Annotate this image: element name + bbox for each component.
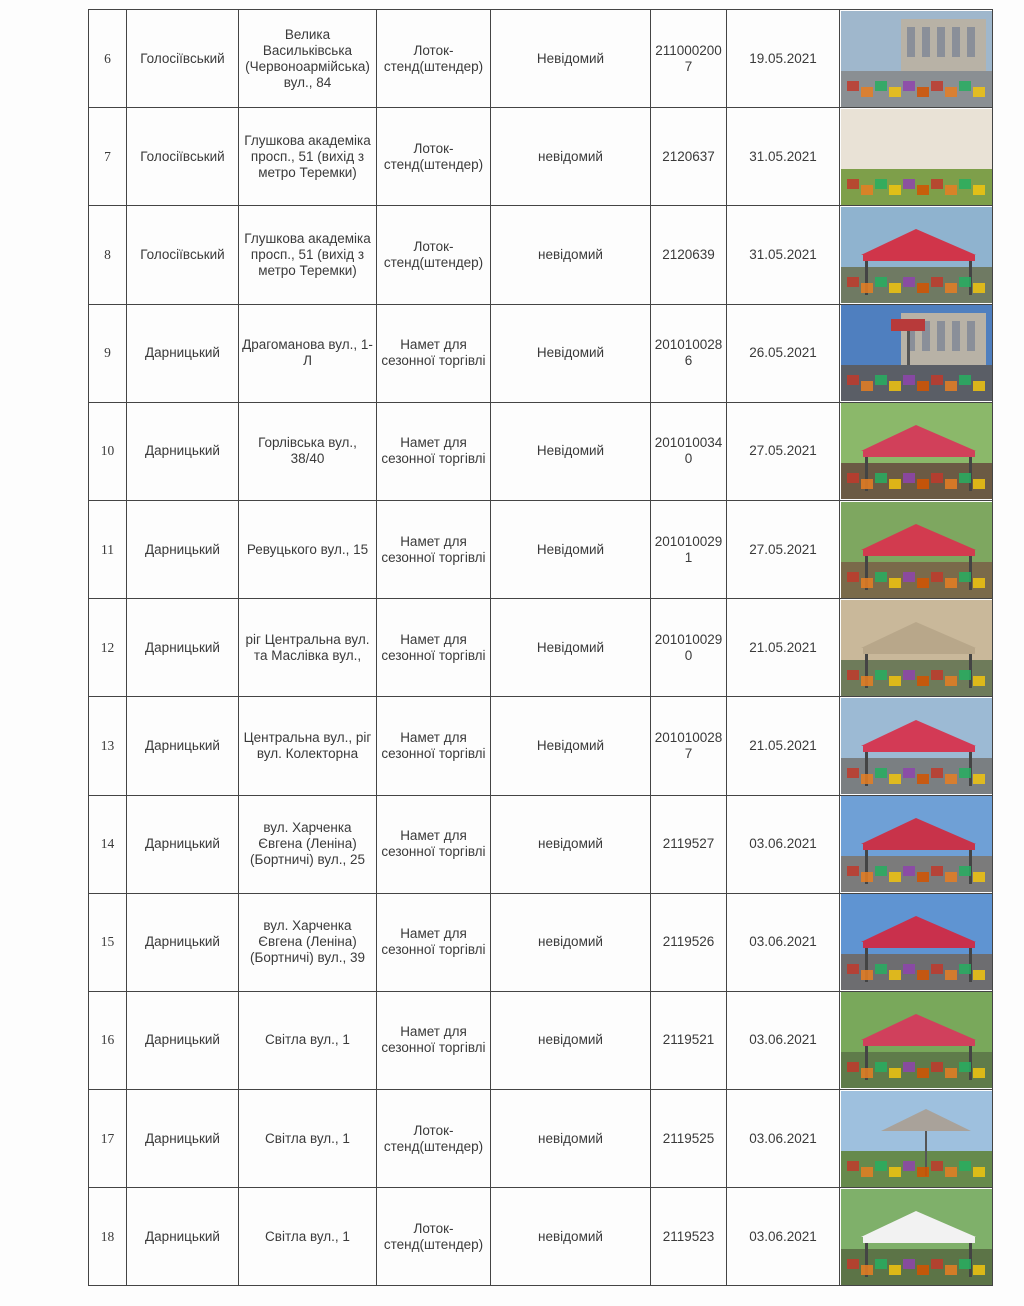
photo-illustration	[841, 1091, 992, 1187]
code-cell: 2119526	[651, 893, 727, 991]
photo-illustration	[841, 11, 992, 107]
stall-photo	[841, 403, 992, 499]
code-cell: 2010100340	[651, 402, 727, 500]
district-cell: Дарницький	[127, 795, 239, 893]
district-cell: Дарницький	[127, 697, 239, 795]
district-cell: Дарницький	[127, 893, 239, 991]
table-row	[89, 1188, 993, 1286]
table-row	[89, 1090, 993, 1188]
object-type-cell: Намет для сезонної торгівлі	[377, 402, 491, 500]
date-cell: 03.06.2021	[727, 1090, 840, 1188]
photo-illustration	[841, 305, 992, 401]
table-row	[89, 304, 993, 402]
stall-photo	[841, 992, 992, 1088]
address-cell: Центральна вул., ріг вул. Колекторна	[239, 697, 377, 795]
district-cell: Дарницький	[127, 500, 239, 598]
date-cell: 03.06.2021	[727, 1188, 840, 1286]
photo-illustration	[841, 1189, 992, 1285]
table-row	[89, 500, 993, 598]
table-row	[89, 893, 993, 991]
row-number: 15	[89, 893, 127, 991]
photo-illustration	[841, 796, 992, 892]
district-cell: Голосіївський	[127, 108, 239, 206]
row-number: 13	[89, 697, 127, 795]
date-cell: 26.05.2021	[727, 304, 840, 402]
owner-cell: Невідомий	[491, 402, 651, 500]
photo-cell	[840, 991, 993, 1089]
owner-cell: Невідомий	[491, 10, 651, 108]
district-cell: Дарницький	[127, 1090, 239, 1188]
district-cell: Дарницький	[127, 304, 239, 402]
code-cell: 2119521	[651, 991, 727, 1089]
date-cell: 27.05.2021	[727, 500, 840, 598]
object-type-cell: Намет для сезонної торгівлі	[377, 304, 491, 402]
district-cell: Дарницький	[127, 599, 239, 697]
date-cell: 31.05.2021	[727, 108, 840, 206]
row-number: 12	[89, 599, 127, 697]
address-cell: Драгоманова вул., 1-Л	[239, 304, 377, 402]
row-number: 14	[89, 795, 127, 893]
stall-photo	[841, 502, 992, 598]
photo-cell	[840, 206, 993, 304]
address-cell: ріг Центральна вул. та Маслівка вул.,	[239, 599, 377, 697]
row-number: 16	[89, 991, 127, 1089]
object-type-cell: Лоток-стенд(штендер)	[377, 108, 491, 206]
code-cell: 2010100291	[651, 500, 727, 598]
photo-cell	[840, 893, 993, 991]
stall-photo	[841, 600, 992, 696]
date-cell: 03.06.2021	[727, 893, 840, 991]
code-cell: 2110002007	[651, 10, 727, 108]
table-row	[89, 795, 993, 893]
object-type-cell: Лоток-стенд(штендер)	[377, 10, 491, 108]
object-type-cell: Намет для сезонної торгівлі	[377, 697, 491, 795]
code-cell: 2119525	[651, 1090, 727, 1188]
row-number: 6	[89, 10, 127, 108]
object-type-cell: Намет для сезонної торгівлі	[377, 991, 491, 1089]
stall-photo	[841, 894, 992, 990]
date-cell: 21.05.2021	[727, 599, 840, 697]
owner-cell: Невідомий	[491, 599, 651, 697]
stall-photo	[841, 11, 992, 107]
code-cell: 2010100290	[651, 599, 727, 697]
address-cell: Світла вул., 1	[239, 991, 377, 1089]
owner-cell: невідомий	[491, 893, 651, 991]
owner-cell: невідомий	[491, 206, 651, 304]
stall-photo	[841, 1091, 992, 1187]
row-number: 18	[89, 1188, 127, 1286]
owner-cell: невідомий	[491, 108, 651, 206]
code-cell: 2119523	[651, 1188, 727, 1286]
photo-illustration	[841, 403, 992, 499]
date-cell: 31.05.2021	[727, 206, 840, 304]
address-cell: Глушкова академіка просп., 51 (вихід з метро Теремки)	[239, 108, 377, 206]
address-cell: Глушкова академіка просп., 51 (вихід з метро Теремки)	[239, 206, 377, 304]
owner-cell: невідомий	[491, 795, 651, 893]
code-cell: 2120639	[651, 206, 727, 304]
address-cell: вул. Харченка Євгена (Леніна) (Бортничі) вул., 25	[239, 795, 377, 893]
photo-illustration	[841, 109, 992, 205]
date-cell: 21.05.2021	[727, 697, 840, 795]
photo-cell	[840, 697, 993, 795]
object-type-cell: Намет для сезонної торгівлі	[377, 795, 491, 893]
address-cell: вул. Харченка Євгена (Леніна) (Бортничі) вул., 39	[239, 893, 377, 991]
photo-cell	[840, 1090, 993, 1188]
row-number: 17	[89, 1090, 127, 1188]
table-row	[89, 108, 993, 206]
code-cell: 2010100287	[651, 697, 727, 795]
photo-cell	[840, 795, 993, 893]
photo-illustration	[841, 600, 992, 696]
table-row	[89, 10, 993, 108]
row-number: 7	[89, 108, 127, 206]
table-row	[89, 206, 993, 304]
stall-photo	[841, 109, 992, 205]
date-cell: 27.05.2021	[727, 402, 840, 500]
stall-photo	[841, 305, 992, 401]
photo-cell	[840, 304, 993, 402]
address-cell: Велика Васильківська (Червоноармійська) вул., 84	[239, 10, 377, 108]
photo-cell	[840, 10, 993, 108]
stall-photo	[841, 698, 992, 794]
row-number: 8	[89, 206, 127, 304]
date-cell: 03.06.2021	[727, 991, 840, 1089]
address-cell: Горлівська вул., 38/40	[239, 402, 377, 500]
object-type-cell: Намет для сезонної торгівлі	[377, 599, 491, 697]
photo-cell	[840, 402, 993, 500]
date-cell: 19.05.2021	[727, 10, 840, 108]
code-cell: 2010100286	[651, 304, 727, 402]
photo-illustration	[841, 894, 992, 990]
table-row	[89, 599, 993, 697]
date-cell: 03.06.2021	[727, 795, 840, 893]
owner-cell: невідомий	[491, 1090, 651, 1188]
table-row	[89, 697, 993, 795]
address-cell: Світла вул., 1	[239, 1188, 377, 1286]
photo-cell	[840, 108, 993, 206]
district-cell: Голосіївський	[127, 206, 239, 304]
vendor-register-table	[88, 9, 993, 1286]
row-number: 11	[89, 500, 127, 598]
object-type-cell: Намет для сезонної торгівлі	[377, 893, 491, 991]
object-type-cell: Лоток-стенд(штендер)	[377, 1188, 491, 1286]
owner-cell: Невідомий	[491, 697, 651, 795]
stall-photo	[841, 1189, 992, 1285]
address-cell: Світла вул., 1	[239, 1090, 377, 1188]
table-row	[89, 991, 993, 1089]
photo-illustration	[841, 992, 992, 1088]
address-cell: Ревуцького вул., 15	[239, 500, 377, 598]
district-cell: Дарницький	[127, 402, 239, 500]
district-cell: Дарницький	[127, 1188, 239, 1286]
owner-cell: невідомий	[491, 1188, 651, 1286]
owner-cell: Невідомий	[491, 304, 651, 402]
district-cell: Дарницький	[127, 991, 239, 1089]
code-cell: 2120637	[651, 108, 727, 206]
photo-illustration	[841, 207, 992, 303]
object-type-cell: Лоток-стенд(штендер)	[377, 206, 491, 304]
object-type-cell: Лоток-стенд(штендер)	[377, 1090, 491, 1188]
stall-photo	[841, 207, 992, 303]
owner-cell: Невідомий	[491, 500, 651, 598]
photo-illustration	[841, 698, 992, 794]
photo-cell	[840, 599, 993, 697]
table-body	[89, 10, 993, 1286]
code-cell: 2119527	[651, 795, 727, 893]
owner-cell: невідомий	[491, 991, 651, 1089]
photo-cell	[840, 1188, 993, 1286]
row-number: 10	[89, 402, 127, 500]
district-cell: Голосіївський	[127, 10, 239, 108]
object-type-cell: Намет для сезонної торгівлі	[377, 500, 491, 598]
row-number: 9	[89, 304, 127, 402]
photo-cell	[840, 500, 993, 598]
stall-photo	[841, 796, 992, 892]
photo-illustration	[841, 502, 992, 598]
table-row	[89, 402, 993, 500]
